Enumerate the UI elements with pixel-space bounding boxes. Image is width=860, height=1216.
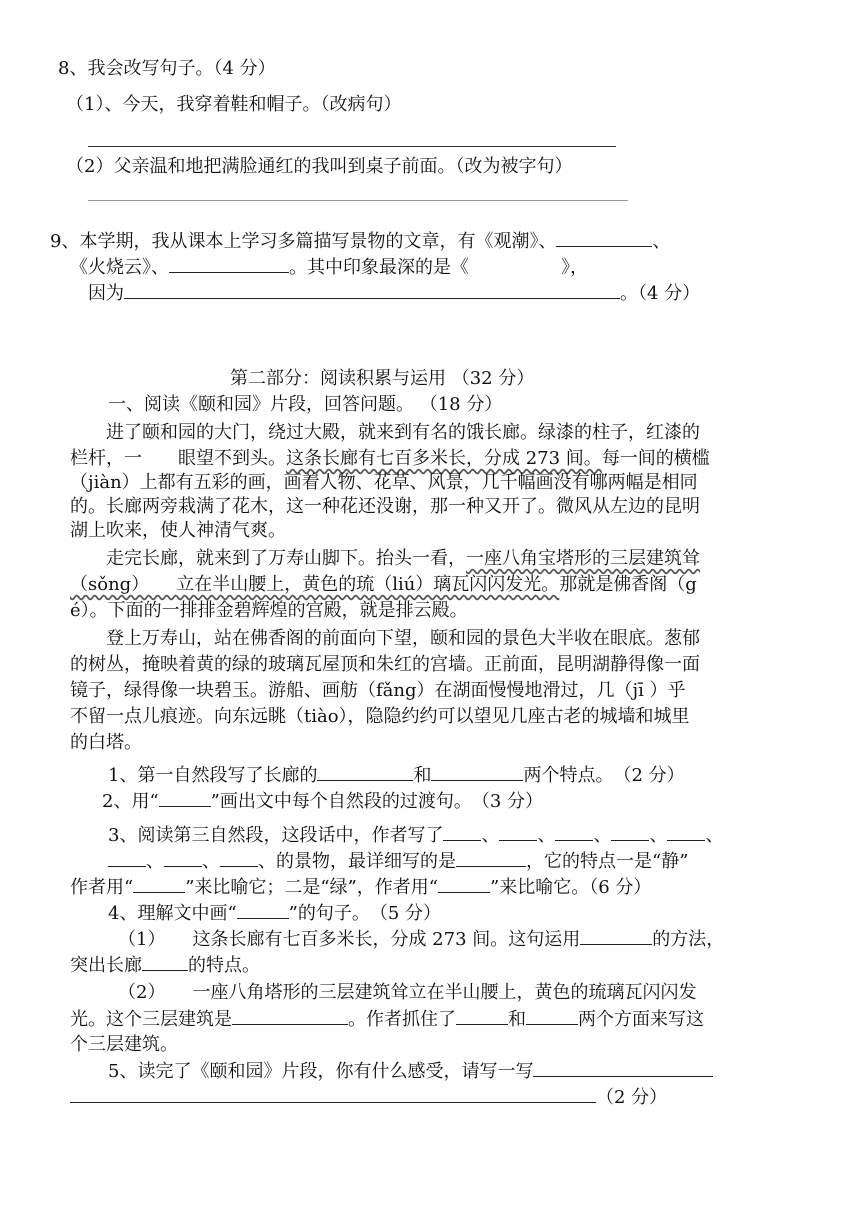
q9-blank-3[interactable]: [124, 282, 620, 299]
passage-p2-line-2: （sǒng） 立在半山腰上，黄色的琉（liú）璃瓦闪闪发光。那就是佛香阁（g: [70, 574, 697, 595]
passage-p1-line-4: 的。长廊两旁栽满了花木，这一种花还没谢，那一种又开了。微风从左边的昆明: [70, 496, 700, 517]
q4-2-blank-1[interactable]: [232, 1008, 348, 1025]
passage-p3-line-4: 不留一点儿痕迹。向东远眺（tiào），隐隐约约可以望见几座古老的城墙和城里: [70, 706, 690, 727]
question-1: 1、第一自然段写了长廊的 和 两个特点。 （2 分）: [108, 765, 685, 786]
q8-sentence-1: （1）、今天，我穿着鞋和帽子。（改病句）: [66, 94, 402, 115]
passage-p1-line-3: （jiàn）上都有五彩的画，画着人物、花草、风景，几千幅画没有哪两幅是相同: [70, 472, 698, 493]
underlined-sentence-1: 这条长廊有七百多米长，分成 273 间。: [286, 448, 602, 469]
q8-answer-line-2[interactable]: [88, 200, 628, 201]
passage-p3-line-3: 镜子，绿得像一块碧玉。游船、画舫（fǎng）在湖面慢慢地滑过，几（jī ）乎: [70, 680, 686, 701]
q2-blank[interactable]: [159, 790, 211, 807]
passage-p1-line-1: 进了颐和园的大门，绕过大殿，就来到有名的饿长廊。绿漆的柱子，红漆的: [106, 422, 700, 443]
part2-heading: 第二部分：阅读积累与运用 （32 分）: [230, 368, 535, 389]
passage-p1-line-5: 湖上吹来，使人神清气爽。: [70, 520, 286, 541]
question-4: 4、理解文中画“ ”的句子。 （5 分）: [108, 903, 442, 924]
question-2: 2、用“ ”画出文中每个自然段的过渡句。 （3 分）: [102, 791, 544, 812]
q5-blank-1[interactable]: [533, 1060, 713, 1077]
passage-p3-line-5: 的白塔。: [70, 732, 142, 753]
passage-p2-line-1: 走完长廊，就来到了万寿山脚下。抬头一看，一座八角宝塔形的三层建筑耸: [106, 548, 700, 569]
q8-answer-line-1[interactable]: [88, 146, 616, 147]
q3-blank-8[interactable]: [220, 850, 258, 867]
underlined-sentence-2b: （sǒng） 立在半山腰上，黄色的琉（liú）璃瓦闪闪发光。: [70, 574, 560, 595]
q3-blank-1[interactable]: [443, 824, 481, 841]
q1-blank-2[interactable]: [431, 764, 523, 781]
q3-blank-9[interactable]: [456, 850, 526, 867]
q3-blank-4[interactable]: [611, 824, 649, 841]
q3-blank-5[interactable]: [667, 824, 705, 841]
passage-p3-line-2: 的树丛，掩映着黄的绿的玻璃瓦屋顶和朱红的宫墙。正前面，昆明湖静得像一面: [70, 654, 700, 675]
q9-blank-1[interactable]: [556, 230, 652, 247]
question-4-1-line-1: （1） 这条长廊有七百多米长，分成 273 间。这句运用 的方法，: [118, 929, 725, 950]
q9-line-1: 9、本学期，我从课本上学习多篇描写景物的文章，有《观潮》、 、: [50, 231, 671, 252]
question-3-line-2: 、 、 、的景物，最详细写的是 ，它的特点一是“静”: [108, 850, 688, 873]
q8-title: 8、我会改写句子。（4 分）: [58, 58, 276, 79]
q3-blank-10[interactable]: [133, 876, 185, 893]
q5-blank-2[interactable]: [70, 1086, 596, 1103]
q9-line-3: 因为 。（4 分）: [88, 283, 701, 304]
q3-blank-2[interactable]: [499, 824, 537, 841]
q3-blank-3[interactable]: [555, 824, 593, 841]
question-3-line-3: 作者用“ ”来比喻它；二是“绿”，作者用“ ”来比喻它。（6 分）: [70, 877, 652, 898]
q4-blank[interactable]: [237, 902, 289, 919]
question-5-line-2: （2 分）: [70, 1086, 667, 1109]
question-4-2-line-2: 光。这个三层建筑是 。作者抓住了 和 两个方面来写这: [70, 1009, 704, 1030]
question-3-line-1: 3、阅读第三自然段，这段话中，作者写了 、 、 、 、 、: [108, 825, 724, 846]
question-4-2-line-3: 个三层建筑。: [70, 1034, 178, 1055]
underlined-sentence-2a: 一座八角宝塔形的三层建筑耸: [466, 548, 700, 569]
q1-blank-1[interactable]: [317, 764, 413, 781]
q4-1-blank-1[interactable]: [580, 928, 652, 945]
passage-p3-line-1: 登上万寿山，站在佛香阁的前面向下望，颐和园的景色大半收在眼底。葱郁: [106, 628, 700, 649]
q3-blank-11[interactable]: [438, 876, 490, 893]
q8-sentence-2: （2）父亲温和地把满脸通红的我叫到桌子前面。（改为被字句）: [66, 156, 573, 177]
question-4-2-line-1: （2） 一座八角塔形的三层建筑耸立在半山腰上，黄色的琉璃瓦闪闪发: [118, 982, 697, 1003]
q4-2-blank-2[interactable]: [456, 1008, 508, 1025]
reading-section-title: 一、阅读《颐和园》片段，回答问题。 （18 分）: [108, 394, 503, 415]
q4-1-blank-2[interactable]: [142, 954, 188, 971]
q9-line-2: 《火烧云》、 。其中印象最深的是《 》，: [70, 257, 588, 278]
q3-blank-7[interactable]: [164, 850, 202, 867]
question-4-1-line-2: 突出长廊 的特点。: [70, 955, 260, 976]
q3-blank-6[interactable]: [108, 850, 146, 867]
question-5-line-1: 5、读完了《颐和园》片段，你有什么感受，请写一写: [108, 1060, 713, 1083]
q4-2-blank-3[interactable]: [526, 1008, 578, 1025]
passage-p1-line-2: 栏杆，一 眼望不到头。这条长廊有七百多米长，分成 273 间。每一间的横槛: [70, 448, 710, 469]
passage-p2-line-3: é）。下面的一排排金碧辉煌的宫殿，就是排云殿。: [70, 600, 468, 621]
q9-blank-2[interactable]: [169, 256, 289, 273]
